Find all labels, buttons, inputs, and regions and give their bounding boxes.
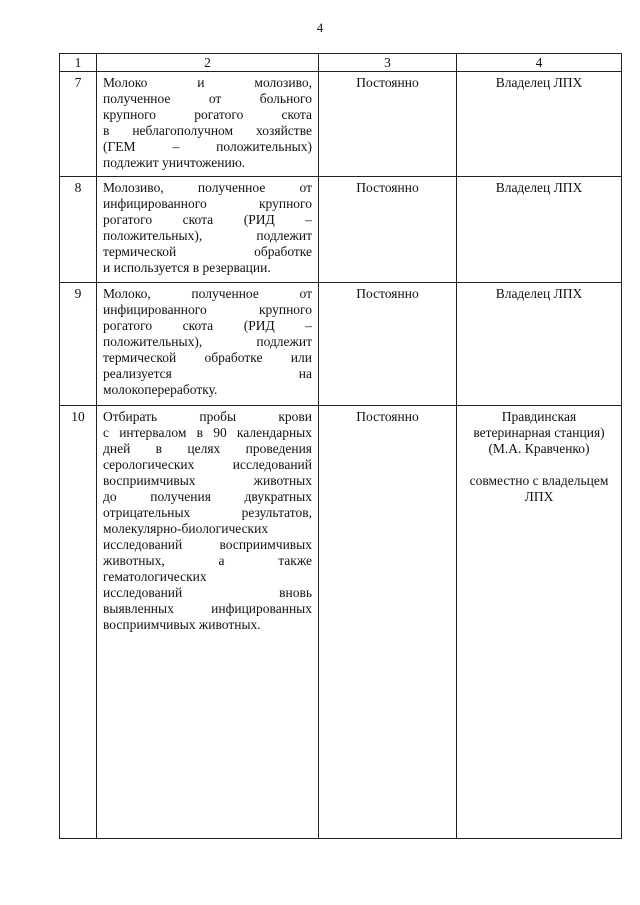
responsible-line: Владелец ЛПХ: [495, 75, 583, 90]
row-number: 8: [60, 177, 97, 283]
measure-description: [97, 406, 319, 839]
description-line: животных, а также: [103, 553, 312, 568]
period-cell: Постоянно: [319, 406, 457, 839]
description-line: молокопереработку.: [103, 382, 218, 397]
description-line: Молоко, полученное от: [103, 286, 312, 301]
table-row: [60, 177, 622, 283]
description-line: и используется в резервации.: [103, 260, 271, 275]
measure-description: [97, 283, 319, 406]
header-cell-1: 1: [60, 54, 97, 72]
table-row: [60, 72, 622, 177]
description-line: подлежит уничтожению.: [103, 155, 246, 170]
description-line: инфицированного крупного: [103, 196, 312, 211]
description-line: Молоко и молозиво,: [103, 75, 312, 90]
table-row: [60, 283, 622, 406]
responsible-line: совместно с владельцем: [469, 473, 609, 488]
description-line: гематологических: [103, 569, 207, 584]
description-line: исследований восприимчивых: [103, 537, 312, 552]
description-line: полученное от больного: [103, 91, 312, 106]
row-number: 7: [60, 72, 97, 177]
responsible-line: [463, 457, 615, 473]
responsible-cell: [457, 177, 622, 283]
description-line: рогатого скота (РИД –: [103, 212, 312, 227]
measures-table: [59, 53, 622, 839]
description-line: реализуется на: [103, 366, 312, 381]
period-cell: Постоянно: [319, 283, 457, 406]
measure-description: [97, 177, 319, 283]
row-number: 9: [60, 283, 97, 406]
description-line: с интервалом в 90 календарных: [103, 425, 312, 440]
responsible-line: Владелец ЛПХ: [495, 286, 583, 301]
description-line: выявленных инфицированных: [103, 601, 312, 616]
description-line: молекулярно-биологических: [103, 521, 269, 536]
responsible-line: ЛПХ: [524, 489, 554, 504]
description-line: крупного рогатого скота: [103, 107, 312, 122]
header-row: [60, 54, 622, 72]
table-row: [60, 406, 622, 839]
description-line: восприимчивых животных.: [103, 617, 261, 632]
responsible-line: Владелец ЛПХ: [495, 180, 583, 195]
responsible-cell: [457, 283, 622, 406]
description-line: инфицированного крупного: [103, 302, 312, 317]
description-line: в неблагополучном хозяйстве: [103, 123, 312, 138]
header-cell-2: 2: [97, 54, 319, 72]
description-line: отрицательных результатов,: [103, 505, 312, 520]
description-line: до получения двукратных: [103, 489, 312, 504]
description-line: Отбирать пробы крови: [103, 409, 312, 424]
responsible-line: ветеринарная станция): [473, 425, 605, 440]
row-number: 10: [60, 406, 97, 839]
description-line: положительных), подлежит: [103, 334, 312, 349]
description-line: положительных), подлежит: [103, 228, 312, 243]
description-line: дней в целях проведения: [103, 441, 312, 456]
description-line: восприимчивых животных: [103, 473, 312, 488]
description-line: рогатого скота (РИД –: [103, 318, 312, 333]
responsible-line: (М.А. Кравченко): [488, 441, 590, 456]
period-cell: Постоянно: [319, 177, 457, 283]
description-line: серологических исследований: [103, 457, 312, 472]
period-cell: Постоянно: [319, 72, 457, 177]
description-line: термической обработке или: [103, 350, 312, 365]
header-cell-3: 3: [319, 54, 457, 72]
responsible-line: Правдинская: [501, 409, 577, 424]
description-line: исследований вновь: [103, 585, 312, 600]
header-cell-4: 4: [457, 54, 622, 72]
description-line: (ГЕМ – положительных): [103, 139, 312, 154]
description-line: термической обработке: [103, 244, 312, 259]
measure-description: [97, 72, 319, 177]
responsible-cell: [457, 406, 622, 839]
responsible-cell: [457, 72, 622, 177]
description-line: Молозиво, полученное от: [103, 180, 312, 195]
page-number: 4: [316, 20, 324, 35]
